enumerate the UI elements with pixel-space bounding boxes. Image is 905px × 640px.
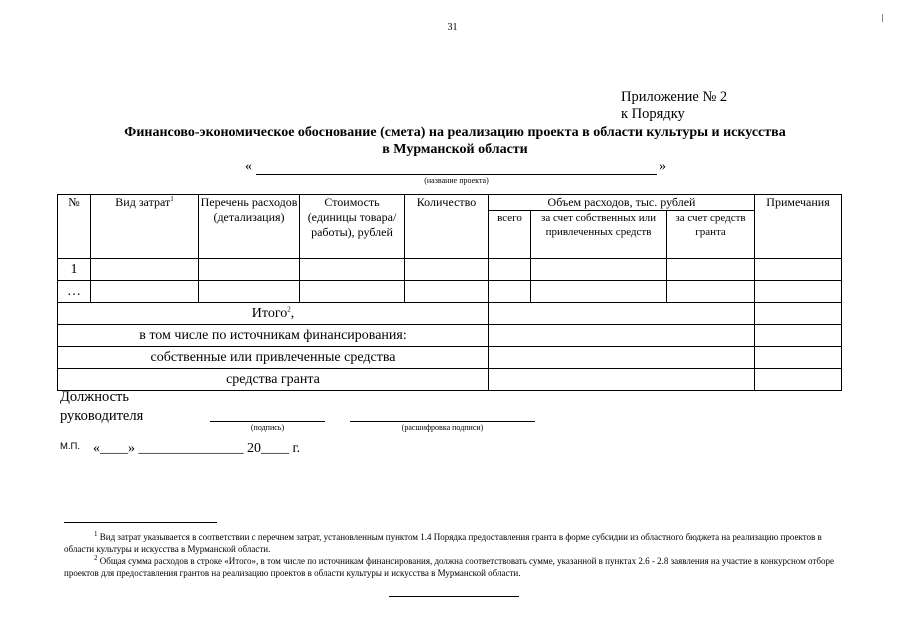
total-label: Итого$^2$, bbox=[58, 303, 489, 325]
row-number: 1 bbox=[58, 259, 91, 281]
table-cell[interactable] bbox=[667, 259, 755, 281]
appendix-label: Приложение № 2 bbox=[621, 89, 728, 105]
project-name-field[interactable] bbox=[256, 174, 657, 175]
footnote-2: $^2$ Общая сумма расходов в строке «Итого», в том числе по источникам финансирования, должна соответствовать сумме, указанной в пунктах 2.6 - 2.8 заявления на участие в конкурсном отборе проектов для предоставления грантов на реализацию проектов в области культуры и искусства в Мурманской области. bbox=[64, 554, 834, 578]
table-cell[interactable] bbox=[531, 259, 667, 281]
table-cell[interactable] bbox=[489, 259, 531, 281]
table-cell[interactable] bbox=[531, 281, 667, 303]
signature-caption: (подпись) bbox=[250, 423, 285, 432]
including-notes-cell[interactable] bbox=[755, 325, 842, 347]
header-volume: Объем расходов, тыс. рублей bbox=[489, 195, 755, 211]
end-separator bbox=[389, 596, 519, 597]
page-number: 31 bbox=[447, 22, 458, 33]
grant-label: средства гранта bbox=[58, 369, 489, 391]
signature-field[interactable] bbox=[210, 421, 325, 422]
footnote-mark-2: 2 bbox=[94, 554, 98, 562]
header-total: всего bbox=[489, 211, 531, 259]
footnote-1: $^1$ Вид затрат указывается в соответствии с перечнем затрат, установленным пунктом 1.4 Порядка предоставления гранта в форме субсидии из областного бюджета на реализацию проектов в области культуры и искусства в Мурманской области. bbox=[64, 530, 822, 554]
title-line-2: в Мурманской области bbox=[382, 142, 528, 157]
document-title bbox=[60, 124, 850, 158]
header-expense-type: Вид затрат$^1$ bbox=[91, 195, 199, 259]
header-notes: Примечания bbox=[755, 195, 842, 259]
total-value-cell[interactable] bbox=[489, 303, 755, 325]
header-grant-funds: за счет средств гранта bbox=[667, 211, 755, 259]
including-value-cell[interactable] bbox=[489, 325, 755, 347]
project-name-caption: (название проекта) bbox=[424, 176, 489, 185]
date-field[interactable]: «____» _______________ 20____ г. bbox=[93, 441, 301, 456]
stamp-place-label: М.П. bbox=[60, 441, 81, 452]
table-cell[interactable] bbox=[300, 281, 405, 303]
position-label: Должность руководителя bbox=[60, 389, 144, 424]
footnote-ref-1: 1 bbox=[170, 195, 174, 203]
total-row bbox=[58, 303, 842, 325]
project-close-quote: » bbox=[659, 159, 666, 174]
own-funds-row bbox=[58, 347, 842, 369]
header-own-funds: за счет собственных или привлеченных средств bbox=[531, 211, 667, 259]
including-label: в том числе по источникам финансирования: bbox=[58, 325, 489, 347]
own-funds-value-cell[interactable] bbox=[489, 347, 755, 369]
appendix-reference: к Порядку bbox=[621, 106, 685, 122]
grant-notes-cell[interactable] bbox=[755, 369, 842, 391]
table-cell[interactable] bbox=[755, 259, 842, 281]
table-row bbox=[58, 259, 842, 281]
header-expense-list: Перечень расходов (детализация) bbox=[199, 195, 300, 259]
header-quantity: Количество bbox=[405, 195, 489, 259]
table-cell[interactable] bbox=[300, 259, 405, 281]
signature-decoding-field[interactable] bbox=[350, 421, 535, 422]
table-cell[interactable] bbox=[405, 259, 489, 281]
row-ellipsis: … bbox=[58, 281, 91, 303]
table-row bbox=[58, 281, 842, 303]
header-unit-cost: Стоимость (единицы товара/работы), рублей bbox=[300, 195, 405, 259]
grant-value-cell[interactable] bbox=[489, 369, 755, 391]
scan-mark bbox=[882, 14, 883, 22]
table-cell[interactable] bbox=[91, 259, 199, 281]
signature-decoding-caption: (расшифровка подписи) bbox=[401, 423, 484, 432]
table-cell[interactable] bbox=[489, 281, 531, 303]
budget-table bbox=[57, 194, 842, 391]
including-row bbox=[58, 325, 842, 347]
header-number: № bbox=[58, 195, 91, 259]
table-cell[interactable] bbox=[667, 281, 755, 303]
table-cell[interactable] bbox=[405, 281, 489, 303]
footnote-ref-2: 2 bbox=[287, 305, 291, 314]
table-cell[interactable] bbox=[755, 281, 842, 303]
total-notes-cell[interactable] bbox=[755, 303, 842, 325]
table-cell[interactable] bbox=[199, 259, 300, 281]
table-cell[interactable] bbox=[91, 281, 199, 303]
own-funds-label: собственные или привлеченные средства bbox=[58, 347, 489, 369]
table-cell[interactable] bbox=[199, 281, 300, 303]
grant-row bbox=[58, 369, 842, 391]
own-funds-notes-cell[interactable] bbox=[755, 347, 842, 369]
footnote-mark-1: 1 bbox=[94, 530, 98, 538]
footnote-separator bbox=[64, 522, 217, 523]
project-open-quote: « bbox=[245, 159, 252, 174]
title-line-1: Финансово-экономическое обоснование (смета) на реализацию проекта в области культуры и искусства bbox=[124, 125, 786, 140]
